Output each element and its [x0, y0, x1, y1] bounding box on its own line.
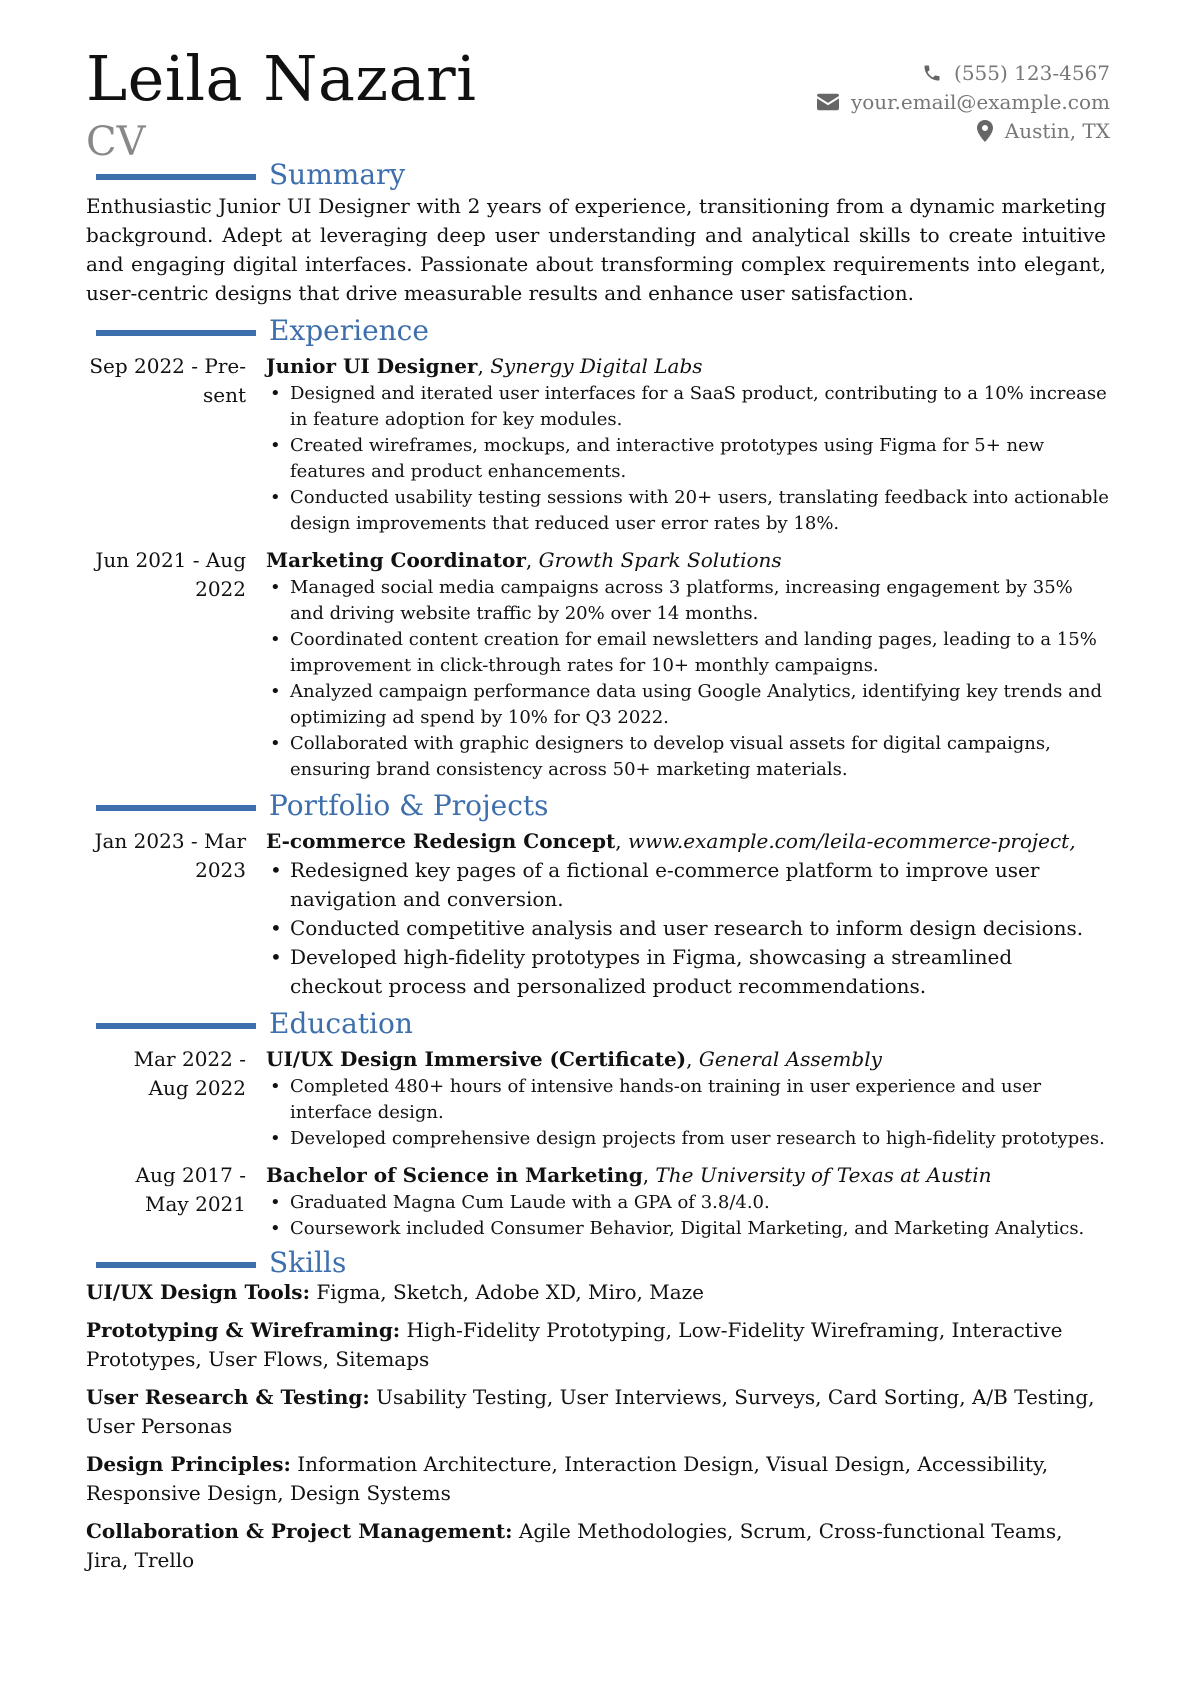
section-accent-bar [96, 330, 256, 336]
envelope-icon [817, 93, 839, 111]
entry-date-line: Sep 2022 - Pre- [89, 354, 246, 378]
project-link[interactable]: www.example.com/leila-ecommerce-project, [627, 829, 1076, 853]
skill-category: Collaboration & Project Management: [86, 1519, 513, 1543]
entry-role: UI/UX Design Immersive (Certificate) [266, 1047, 687, 1071]
section-education-heading [86, 1009, 1110, 1039]
entry-title: E-commerce Redesign Concept, www.example.com/leila-ecommerce-project, [266, 829, 1076, 853]
project-entry [86, 827, 1110, 1001]
entry-body [266, 827, 1110, 1001]
section-title: Skills [269, 1246, 347, 1279]
entry-role: E-commerce Redesign Concept [266, 829, 616, 853]
skill-values: Figma, Sketch, Adobe XD, Miro, Maze [316, 1280, 705, 1304]
education-entry [86, 1161, 1110, 1242]
list-item: • Analyzed campaign performance data using Google Analytics, identifying key trends and optimizing ad spend by 10% for Q3 2022. [290, 679, 1110, 731]
entry-date-line: Aug 2017 - [135, 1163, 246, 1187]
list-item: • Managed social media campaigns across 3 platforms, increasing engagement by 35% and driving website traffic by 20% over 14 months. [290, 575, 1110, 627]
skill-values: Agile Methodologies, Scrum, Cross-functional Teams, Jira, Trello [86, 1519, 1063, 1572]
education-entry [86, 1045, 1110, 1152]
list-item: • Developed high-fidelity prototypes in Figma, showcasing a streamlined checkout process and personalized product recommendations. [290, 943, 1110, 1001]
entry-organization: General Assembly [698, 1047, 882, 1071]
entry-date-line: sent [202, 383, 246, 407]
section-projects-heading [86, 791, 1110, 821]
section-title: Portfolio & Projects [269, 789, 549, 822]
entry-body [266, 1161, 1110, 1242]
experience-entry [86, 352, 1110, 537]
skill-row [86, 1278, 1110, 1307]
entry-organization: The University of Texas at Austin [655, 1163, 992, 1187]
contact-phone [817, 58, 1110, 87]
entry-date-line: 2022 [195, 577, 246, 601]
skill-row [86, 1450, 1110, 1508]
skill-category: User Research & Testing: [86, 1385, 370, 1409]
phone-number[interactable]: (555) 123-4567 [954, 60, 1110, 85]
skill-row [86, 1316, 1110, 1374]
entry-bullets [266, 381, 1110, 537]
skill-values: Usability Testing, User Interviews, Surveys, Card Sorting, A/B Testing, User Personas [86, 1385, 1095, 1438]
entry-date [86, 1161, 266, 1242]
entry-date-line: Jan 2023 - Mar [94, 829, 246, 853]
section-accent-bar [96, 805, 256, 811]
section-experience-heading [86, 316, 1110, 346]
section-accent-bar [96, 174, 256, 180]
location-text: Austin, TX [1004, 118, 1110, 143]
entry-date-line: 2023 [195, 858, 246, 882]
list-item: • Conducted competitive analysis and user research to inform design decisions. [290, 914, 1110, 943]
entry-title: Marketing Coordinator, Growth Spark Solutions [266, 548, 782, 572]
entry-date-line: May 2021 [145, 1192, 246, 1216]
entry-organization: Growth Spark Solutions [538, 548, 782, 572]
skills-list [86, 1278, 1110, 1575]
skill-category: UI/UX Design Tools: [86, 1280, 310, 1304]
entry-date-line: Jun 2021 - Aug [95, 548, 246, 572]
experience-entry [86, 546, 1110, 783]
section-title: Education [269, 1007, 413, 1040]
list-item: • Designed and iterated user interfaces for a SaaS product, contributing to a 10% increase in feature adoption for key modules. [290, 381, 1110, 433]
entry-bullets [266, 856, 1110, 1001]
skill-row [86, 1517, 1110, 1575]
summary-text: Enthusiastic Junior UI Designer with 2 years of experience, transitioning from a dynamic marketing background. Adept at leveraging deep user understanding and analytical skills to create intuitive and engaging digital interfaces. Passionate about transforming complex requirements into elegant, user-centric designs that drive measurable results and enhance user satisfaction. [86, 194, 1106, 305]
contact-location [817, 116, 1110, 145]
entry-date [86, 352, 266, 537]
contact-block [817, 58, 1110, 145]
entry-organization: Synergy Digital Labs [490, 354, 703, 378]
document-subtitle: CV [86, 119, 146, 165]
entry-title: Bachelor of Science in Marketing, The University of Texas at Austin [266, 1163, 992, 1187]
entry-body [266, 352, 1110, 537]
section-title: Summary [269, 158, 406, 191]
skill-category: Design Principles: [86, 1452, 291, 1476]
phone-icon [922, 63, 942, 83]
list-item: • Developed comprehensive design projects from user research to high-fidelity prototypes. [290, 1126, 1110, 1152]
section-accent-bar [96, 1023, 256, 1029]
skill-category: Prototyping & Wireframing: [86, 1318, 401, 1342]
skill-row [86, 1383, 1110, 1441]
candidate-name: Leila Nazari [86, 42, 477, 115]
skill-values: Information Architecture, Interaction Design, Visual Design, Accessibility, Responsive Design, Design Systems [86, 1452, 1049, 1505]
resume-page [86, 44, 1110, 1584]
list-item: • Completed 480+ hours of intensive hands-on training in user experience and user interface design. [290, 1074, 1110, 1126]
list-item: • Coordinated content creation for email newsletters and landing pages, leading to a 15% improvement in click-through rates for 10+ monthly campaigns. [290, 627, 1110, 679]
map-pin-icon [977, 120, 993, 142]
list-item: • Redesigned key pages of a fictional e-commerce platform to improve user navigation and conversion. [290, 856, 1110, 914]
section-title: Experience [269, 314, 429, 347]
contact-email [817, 87, 1110, 116]
list-item: • Conducted usability testing sessions with 20+ users, translating feedback into actionable design improvements that reduced user error rates by 18%. [290, 485, 1110, 537]
entry-body [266, 1045, 1110, 1152]
entry-body [266, 546, 1110, 783]
entry-date-line: Aug 2022 [148, 1076, 246, 1100]
list-item: • Created wireframes, mockups, and interactive prototypes using Figma for 5+ new features and product enhancements. [290, 433, 1110, 485]
section-skills-heading [86, 1248, 1110, 1278]
list-item: • Collaborated with graphic designers to develop visual assets for digital campaigns, ensuring brand consistency across 50+ marketing materials. [290, 731, 1110, 783]
entry-date [86, 546, 266, 783]
email-address[interactable]: your.email@example.com [850, 89, 1110, 114]
entry-title: UI/UX Design Immersive (Certificate), General Assembly [266, 1047, 882, 1071]
section-accent-bar [96, 1262, 256, 1268]
entry-date [86, 827, 266, 1001]
entry-bullets [266, 1190, 1110, 1242]
skill-values: High-Fidelity Prototyping, Low-Fidelity Wireframing, Interactive Prototypes, User Flows, Sitemaps [86, 1318, 1063, 1371]
entry-date [86, 1045, 266, 1152]
entry-role: Bachelor of Science in Marketing [266, 1163, 643, 1187]
resume-header [86, 42, 1110, 165]
list-item: • Graduated Magna Cum Laude with a GPA of 3.8/4.0. [290, 1190, 1110, 1216]
entry-bullets [266, 1074, 1110, 1152]
entry-title: Junior UI Designer, Synergy Digital Labs [266, 354, 703, 378]
entry-role: Marketing Coordinator [266, 548, 526, 572]
entry-date-line: Mar 2022 - [133, 1047, 246, 1071]
list-item: • Coursework included Consumer Behavior, Digital Marketing, and Marketing Analytics. [290, 1216, 1110, 1242]
entry-bullets [266, 575, 1110, 783]
section-summary-heading [86, 160, 1110, 190]
entry-role: Junior UI Designer [266, 354, 478, 378]
